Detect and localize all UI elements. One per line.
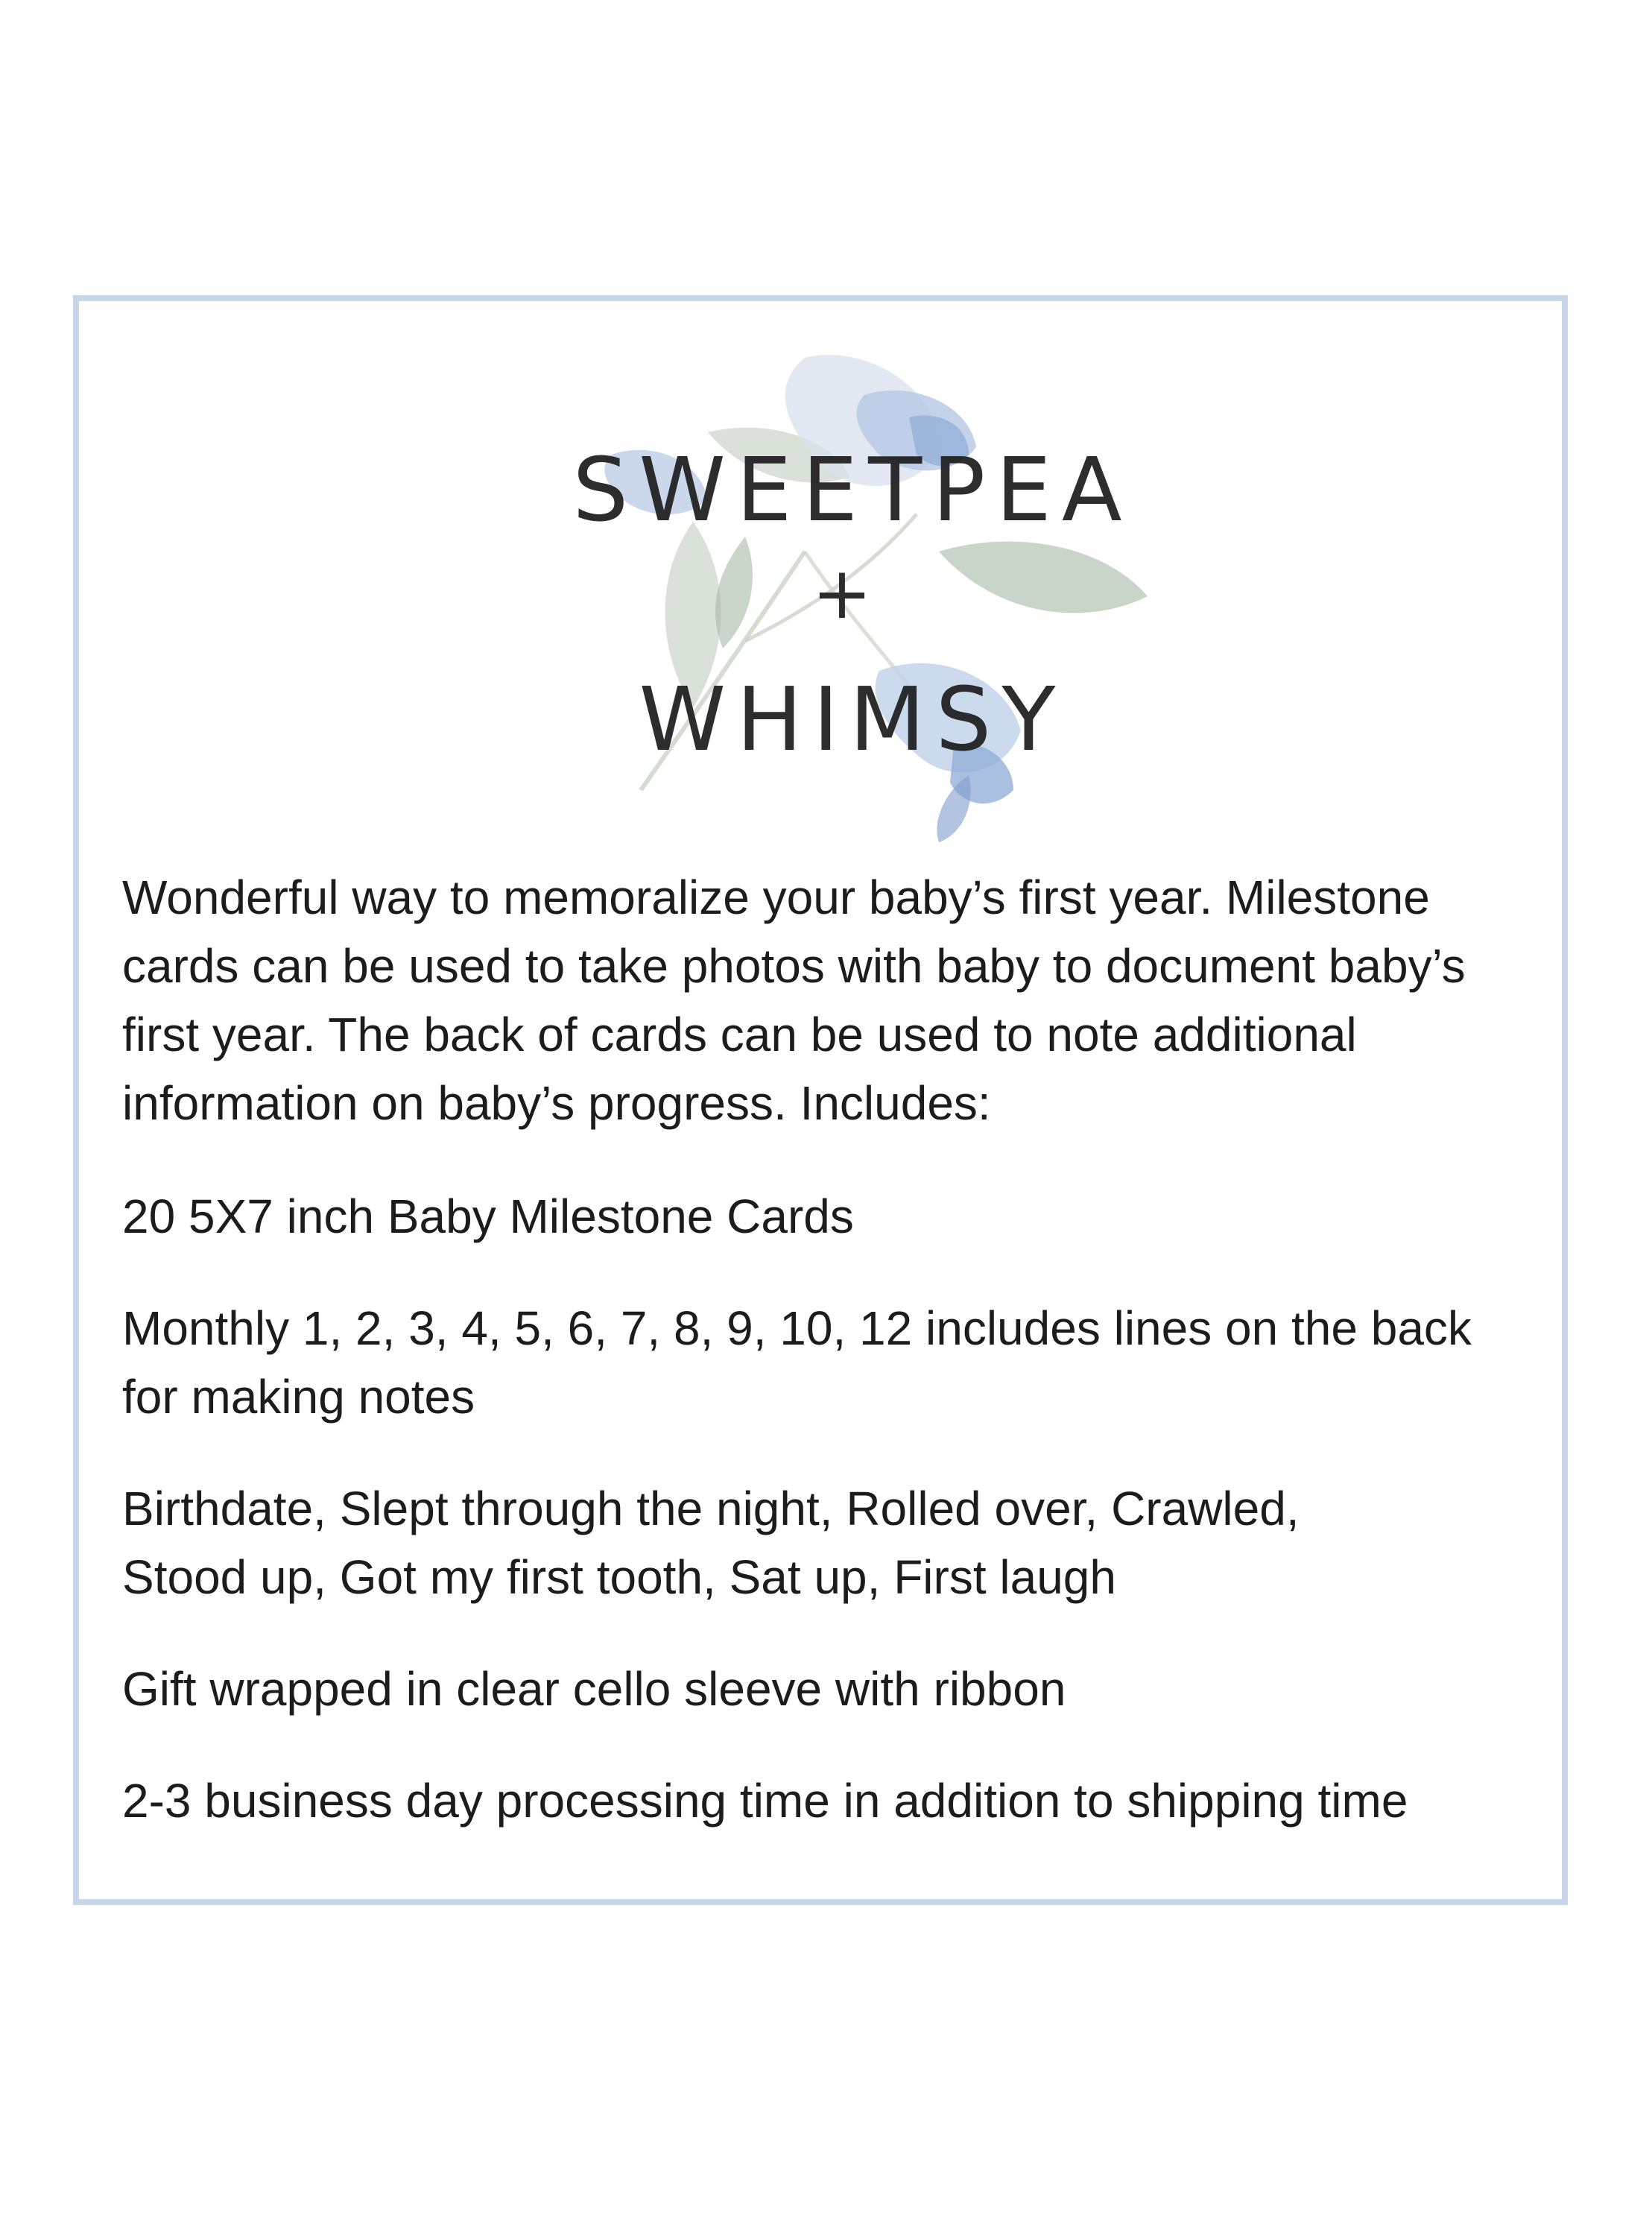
list-item: Gift wrapped in clear cello sleeve with ribbon <box>122 1662 1066 1716</box>
list-item: Birthdate, Slept through the night, Rolled over, Crawled, Stood up, Got my first tooth, Sat up, First laugh <box>122 1482 1300 1604</box>
brand-line-sweetpea: SWEETPEA <box>572 438 1133 541</box>
list-item: Monthly 1, 2, 3, 4, 5, 6, 7, 8, 9, 10, 12 includes lines on the back for making notes <box>122 1301 1472 1424</box>
product-description <box>122 863 1538 1878</box>
brand-line-whimsy: WHIMSY <box>639 668 1066 771</box>
brand-line-plus: + <box>811 552 873 635</box>
brand-logo <box>522 328 1162 850</box>
list-item: 20 5X7 inch Baby Milestone Cards <box>122 1190 854 1243</box>
intro-paragraph: Wonderful way to memoralize your baby’s first year. Milestone cards can be used to take photos with baby to document baby’s first year. The back of cards can be used to note additional information on baby’s progress. Includes: <box>122 871 1466 1130</box>
list-item: 2-3 business day processing time in addition to shipping time <box>122 1774 1408 1828</box>
